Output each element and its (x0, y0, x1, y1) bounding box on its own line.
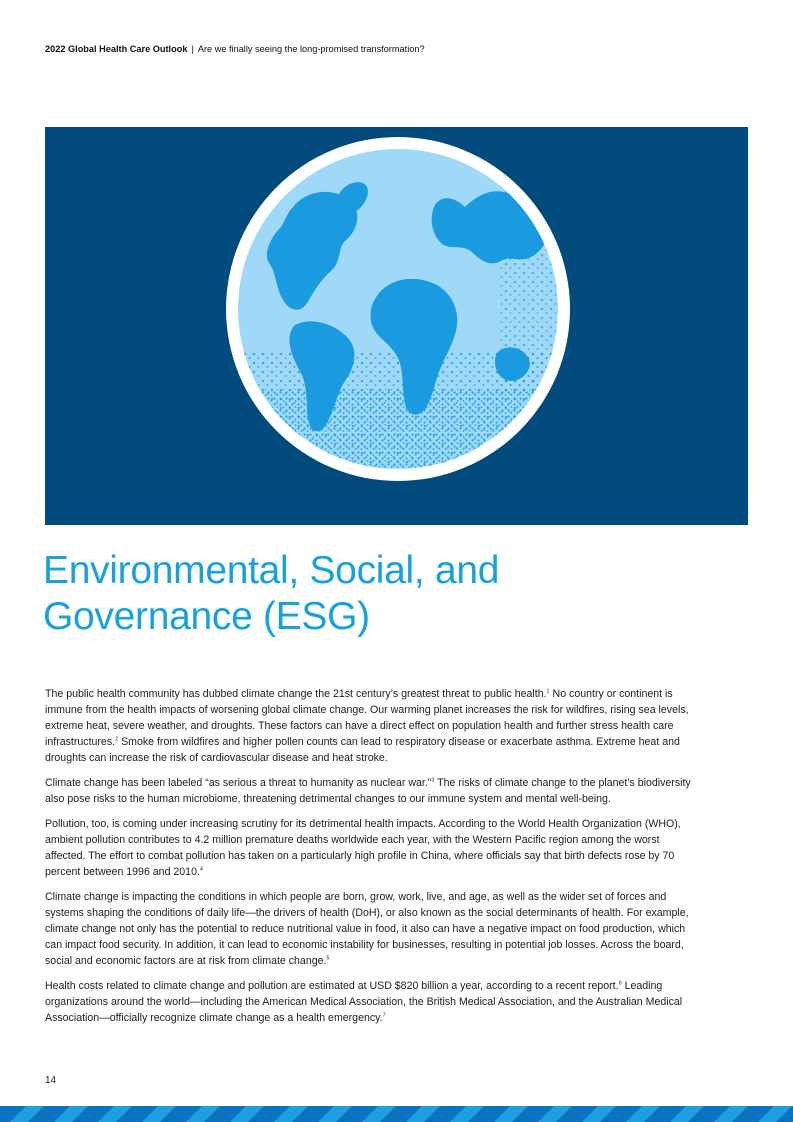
paragraph-text: Leading organizations around the world—including the American Medical Association, the British Medical Association, and the Australian Medical Association—officially recognize climate change as a health emergency. (45, 980, 683, 1024)
body-paragraph (45, 686, 695, 766)
page-number: 14 (45, 1075, 57, 1086)
paragraph-text: Pollution, too, is coming under increasing scrutiny for its detrimental health impacts. According to the World Health Organization (WHO), ambient pollution contributes to 4.2 million premature deaths worldwide each year, with the Western Pacific region among the worst affected. The effort to combat pollution has taken on a particularly high profile in China, where officials say that birth defects rose by 70 percent between 1996 and 2010. (45, 818, 681, 878)
footnote-marker: 5 (326, 955, 330, 962)
paragraph-text: Smoke from wildfires and higher pollen counts can lead to respiratory disease or exacerbate asthma. Extreme heat and droughts can increase the risk of cardiovascular disease and heat stroke. (45, 736, 680, 764)
body-paragraph (45, 816, 695, 880)
body-paragraph (45, 889, 695, 969)
paragraph-text: Climate change has been labeled “as serious a threat to humanity as nuclear war.” (45, 777, 432, 789)
section-title (43, 548, 743, 640)
footnote-marker: 6 (618, 980, 622, 987)
report-title: 2022 Global Health Care Outlook (45, 44, 188, 54)
paragraph-text: Health costs related to climate change and pollution are estimated at USD $820 billion a year, according to a recent report. (45, 980, 619, 992)
body-text (45, 686, 695, 1035)
running-header (45, 44, 425, 54)
section-title-line-1: Environmental, Social, and (43, 549, 500, 592)
body-paragraph (45, 978, 695, 1026)
footnote-marker: 7 (382, 1012, 386, 1019)
report-subtitle: Are we finally seeing the long-promised transformation? (197, 44, 425, 54)
footnote-marker: 3 (431, 777, 435, 784)
body-paragraph (45, 775, 695, 807)
paragraph-text: Climate change is impacting the conditions in which people are born, grow, work, live, and age, as well as the wider set of forces and systems shaping the conditions of daily life—the drivers of health (DoH), or also known as the social determinants of health. For example, climate change not only has the potential to reduce nutritional value in food, it also can have a negative impact on food production, which can impact food security. In addition, it can lead to economic instability for businesses, resulting in potential job losses. Across the board, social and economic factors are at risk from climate change. (45, 891, 689, 967)
paragraph-text: The risks of climate change to the planet’s biodiversity also pose risks to the human microbiome, threatening detrimental changes to our immune system and mental well-being. (45, 777, 691, 805)
footnote-marker: 1 (546, 688, 550, 695)
section-title-line-2: Governance (ESG) (43, 595, 370, 638)
footnote-marker: 2 (115, 736, 119, 743)
globe-illustration (45, 127, 748, 525)
paragraph-text: No country or continent is immune from the health impacts of worsening global climate change. Our warming planet increases the risk for wildfires, rising sea levels, extreme heat, severe weather, and droughts. These factors can have a direct effect on population health and further stress health care infrastructures. (45, 688, 689, 748)
paragraph-text: The public health community has dubbed climate change the 21st century’s greatest threat to public health. (45, 688, 547, 700)
footnote-marker: 4 (199, 866, 203, 873)
header-separator: | (191, 44, 194, 54)
decorative-stripe-band (0, 1106, 793, 1122)
